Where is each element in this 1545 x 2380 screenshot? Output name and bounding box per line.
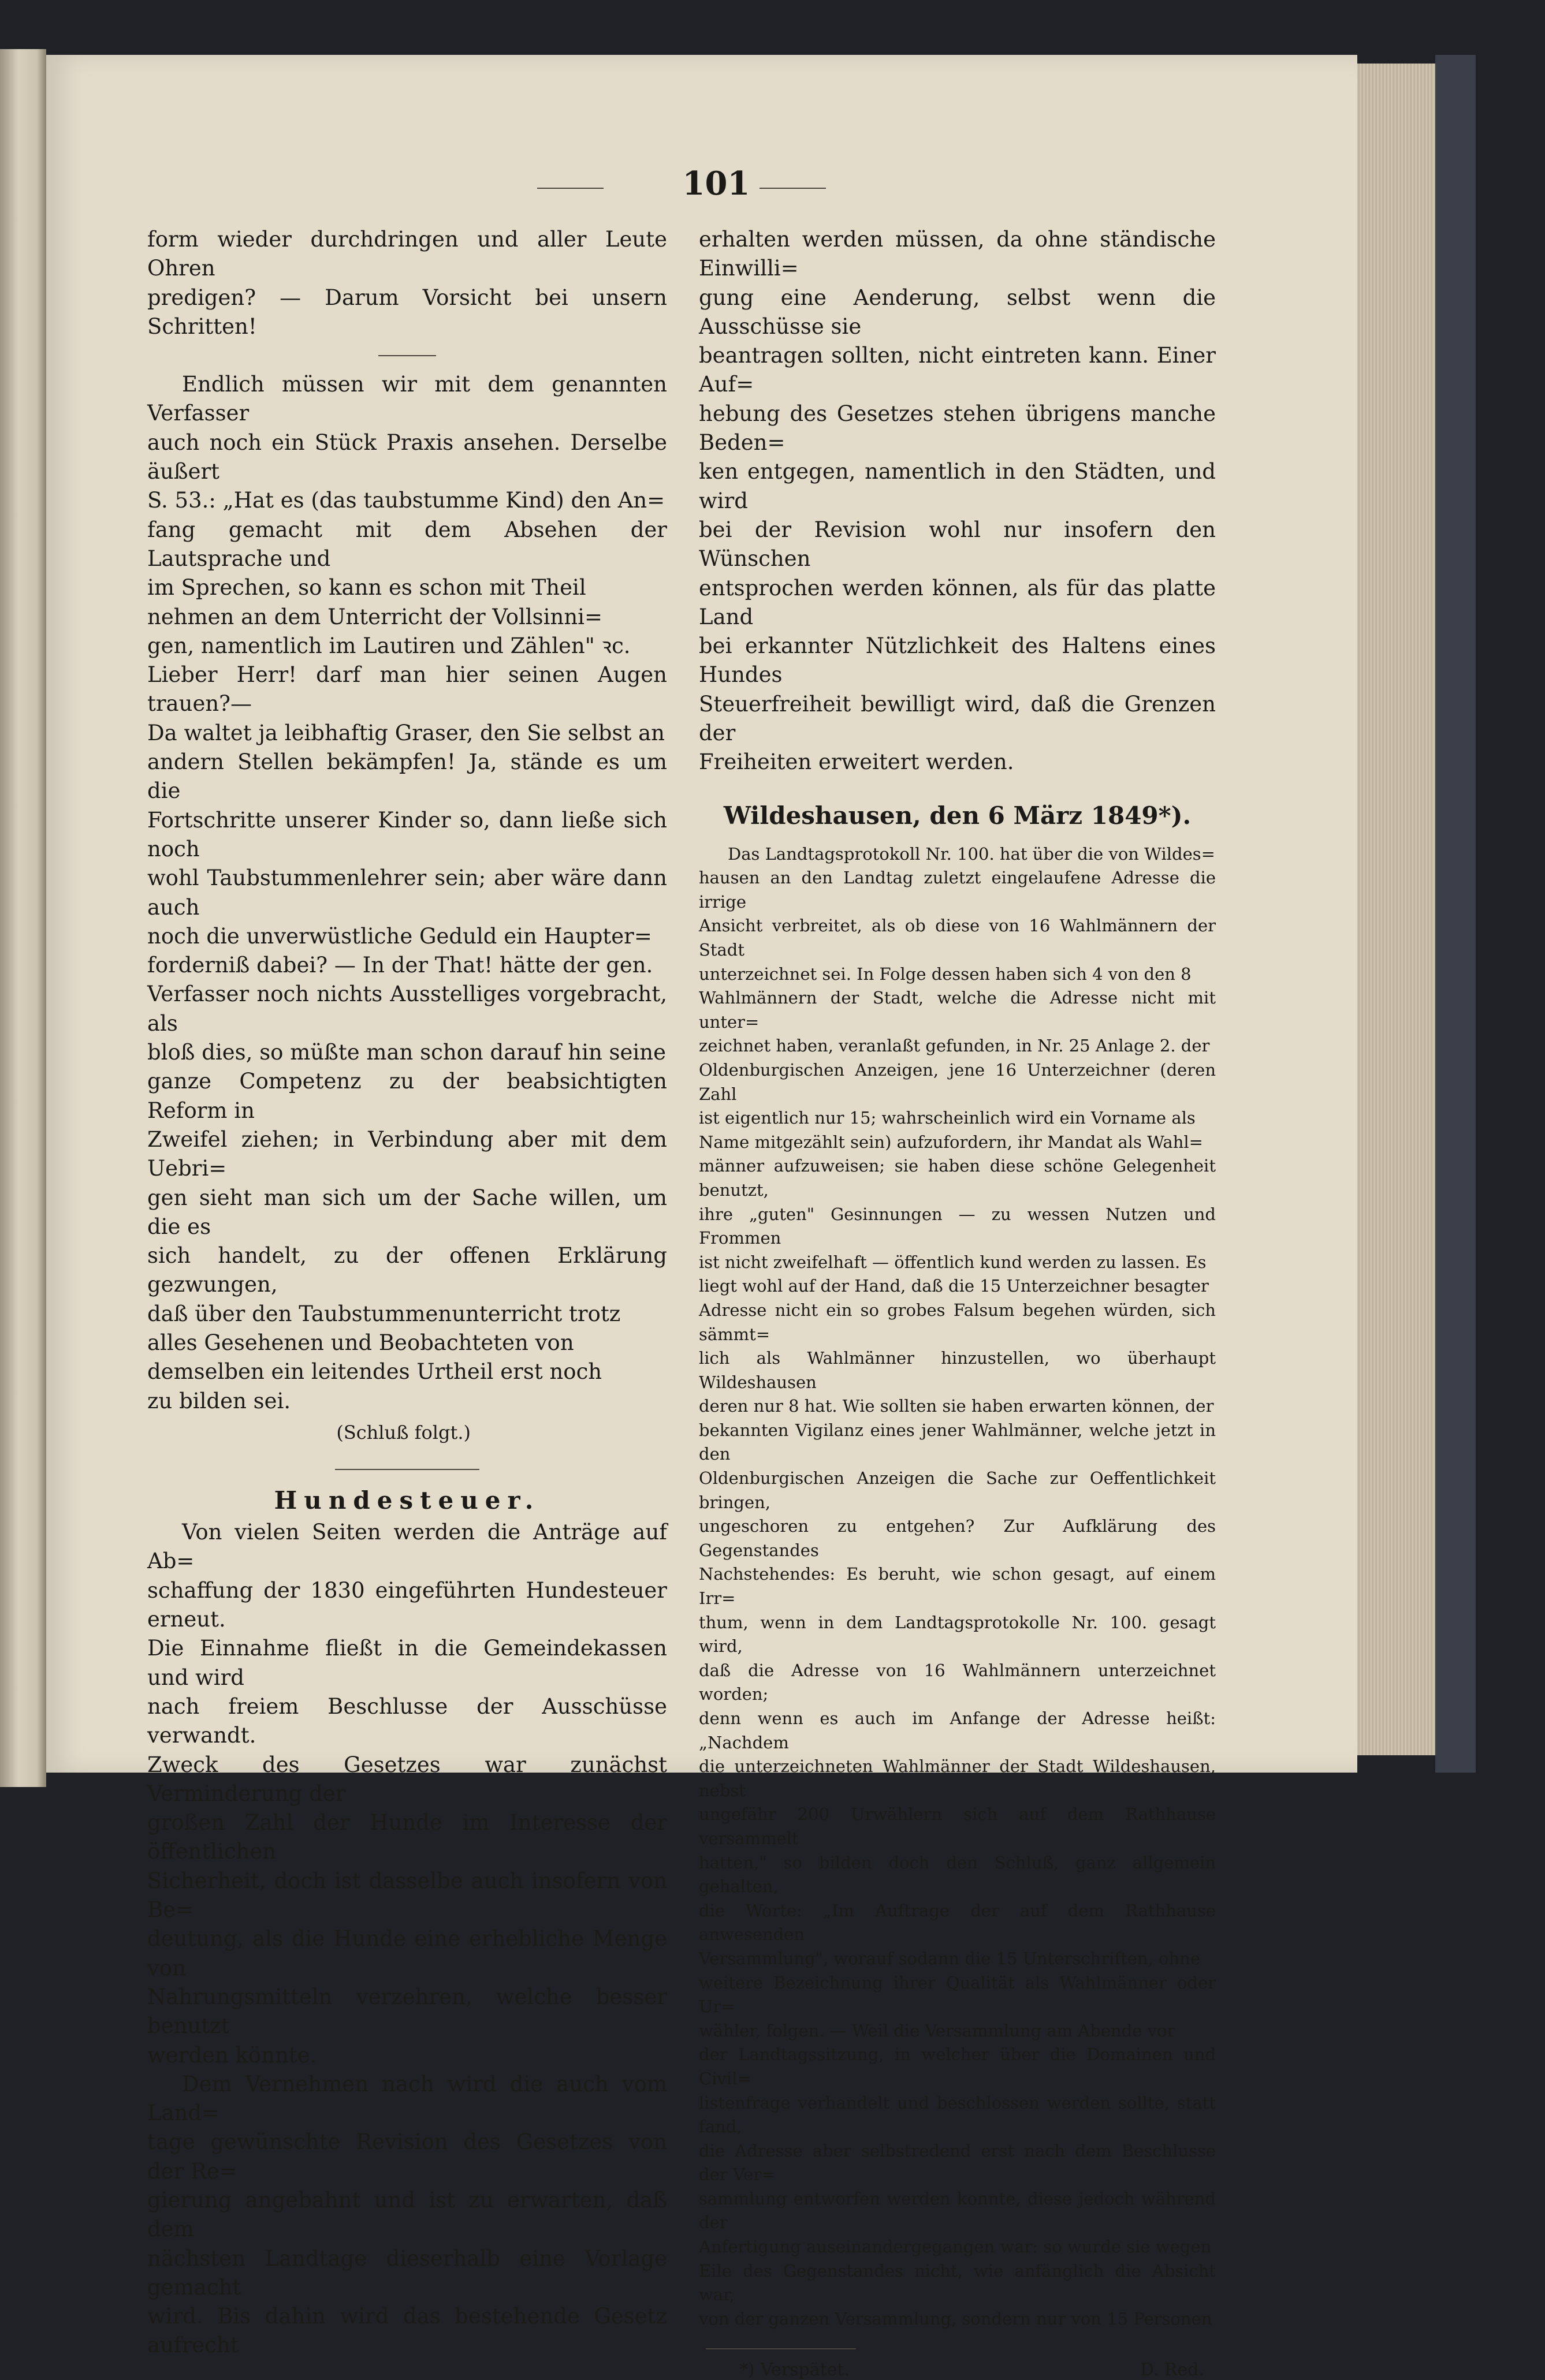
right-paragraph-2: Das Landtagsprotokoll Nr. 100. hat über die von Wildes= hausen an den Landtag zuletzt eingelaufene Adresse die irrige Ansicht verbreitet, als ob diese von 16 Wahlmännern der Stadt unterzeichnet sei. In Folge dessen haben sich 4 von den 8 Wahlmännern der Stadt, welche die Adresse nicht mit unter= zeichnet haben, veranlaßt gefunden, in Nr. 25 Anlage 2. der Oldenburgischen Anzeigen, jene 16 Unterzeichner (deren Zahl ist eigentlich nur 15; wahrscheinlich wird ein Vorname als Name mitgezählt sein) aufzufordern, ihr Mandat als Wahl= männer aufzuweisen; sie haben diese schöne Gelegenheit benutzt, ihre „guten" Gesinnungen — zu wessen Nutzen und Frommen ist nicht zweifelhaft — öffentlich kund werden zu lassen. Es liegt wohl auf der Hand, daß die 15 Unterzeichner besagter Adresse nicht ein so grobes Falsum begehen würden, sich sämmt= lich als Wahlmänner hinzustellen, wo überhaupt Wildeshausen deren nur 8 hat. Wie sollten sie haben erwarten können, der bekannten Vigilanz eines jener Wahlmänner, welche jetzt in den Oldenburgischen Anzeigen die Sache zur Oeffentlichkeit bringen, ungeschoren zu entgehen? Zur Aufklärung des Gegenstandes Nachstehendes: Es beruht, wie schon gesagt, auf einem Irr= thum, wenn in dem Landtagsprotokolle Nr. 100. gesagt wird, daß die Adresse von 16 Wahlmännern unterzeichnet worden; denn wenn es auch im Anfange der Adresse heißt: „Nachdem die unterzeichneten Wahlmänner der Stadt Wildeshausen, nebst ungefähr 200 Urwählern sich auf dem Rathhause versammelt hatten," so bilden doch den Schluß, ganz allgemein gehalten, die Worte: „Im Auftrage der auf dem Rathhause anwesenden Versammlung", worauf sodann die 15 Unterschriften, ohne weitere Bezeichnung ihrer Qualität als Wahlmänner oder Ur= wähler, folgen. — Weil die Versammlung am Abende vor der Landtagssitzung, in welcher über die Domainen und Civil= listenfrage verhandelt und beschlossen werden sollte, statt fand, die Adresse aber selbstredend erst nach dem Beschlusse der Ver= sammlung entworfen werden konnte, diese jedoch während der Anfertigung auseinandergegangen war: so wurde sie wegen Eile des Gegenstandes nicht, wie anfänglich die Absicht war, von der ganzen Versammlung, sondern nur von 15 Personen (699, 844, 1216, 2329)
footnote-text: *) Verspätet. (739, 2360, 850, 2380)
page-number-rule-left (537, 188, 604, 189)
page-number-rule-right (760, 188, 826, 189)
article-heading-hundesteuer: Hundesteuer. (274, 1486, 541, 1515)
continuation-note: (Schluß folgt.) (336, 1421, 471, 1443)
page-number: 101 (682, 165, 750, 203)
left-column (147, 225, 667, 2360)
article-heading-wildeshausen: Wildeshausen, den 6 März 1849*). (723, 801, 1192, 830)
right-column (699, 225, 1216, 2380)
left-paragraph-4: Dem Vernehmen nach wird die auch vom Land= tage gewünschte Revision des Gesetzes von der Re= gierung angebahnt und ist zu erwarten, daß dem nächsten Landtage dieserhalb eine Vorlage gemacht wird. Bis dahin wird das bestehende Gesetz aufrecht (147, 2071, 667, 2358)
left-paragraph-2: Endlich müssen wir mit dem genannten Verfasser auch noch ein Stück Praxis ansehen. Derselbe äußert S. 53.: „Hat es (das taubstumme Kind) den An= fang gemacht mit dem Absehen der Lautsprache und im Sprechen, so kann es schon mit Theil nehmen an dem Unterricht der Vollsinni= gen, namentlich im Lautiren und Zählen" ꝛc. Lieber Herr! darf man hier seinen Augen trauen?— Da waltet ja leibhaftig Graser, den Sie selbst an andern Stellen bekämpfen! Ja, stände es um die Fortschritte unserer Kinder so, dann ließe sich noch wohl Taubstummenlehrer sein; aber wäre dann auch noch die unverwüstliche Geduld ein Haupter= forderniß dabei? — In der That! hätte der gen. Verfasser noch nichts Ausstelliges vorgebracht, als bloß dies, so müßte man schon darauf hin seine ganze Competenz zu der beabsichtigten Reform in Zweifel ziehen; in Verbindung aber mit dem Uebri= gen sieht man sich um der Sache willen, um die es sich handelt, zu der offenen Erklärung gezwungen, daß über den Taubstummenunterricht trotz alles Gesehenen und Beobachteten von demselben ein leitendes Urtheil erst noch zu bilden sei. (147, 372, 667, 1413)
section-divider (335, 1469, 479, 1470)
footnote-divider (706, 2348, 856, 2349)
book-cover-board (1435, 55, 1476, 1773)
footnote (699, 2360, 1216, 2380)
section-divider (378, 355, 436, 356)
right-paragraph-1: erhalten werden müssen, da ohne ständische Einwilli= gung eine Aenderung, selbst wenn die Ausschüsse sie beantragen sollten, nicht eintreten kann. Einer Auf= hebung des Gesetzes stehen übrigens manche Beden= ken entgegen, namentlich in den Städten, und wird bei der Revision wohl nur insofern den Wünschen entsprochen werden können, als für das platte Land bei erkannter Nützlichkeit des Haltens eines Hundes Steuerfreiheit bewilligt wird, daß die Grenzen der Freiheiten erweitert werden. (699, 227, 1216, 775)
book-page-edges (1357, 64, 1435, 1755)
left-paragraph-1: form wieder durchdringen und aller Leute Ohren predigen? — Darum Vorsicht bei unsern Schritten! (147, 227, 667, 339)
left-paragraph-3: Von vielen Seiten werden die Anträge auf Ab= schaffung der 1830 eingeführten Hundesteuer erneut. Die Einnahme fließt in die Gemeindekassen und wird nach freiem Beschlusse der Ausschüsse verwandt. Zweck des Gesetzes war zunächst Verminderung der großen Zahl der Hunde im Interesse der öffentlichen Sicherheit, doch ist dasselbe auch insofern von Be= deutung, als die Hunde eine erhebliche Menge von Nahrungsmitteln verzehren, welche besser benutzt werden könnte. (147, 1520, 667, 2068)
footnote-signature: D. Red. (1140, 2360, 1204, 2380)
book-left-page-edge (0, 49, 46, 1787)
